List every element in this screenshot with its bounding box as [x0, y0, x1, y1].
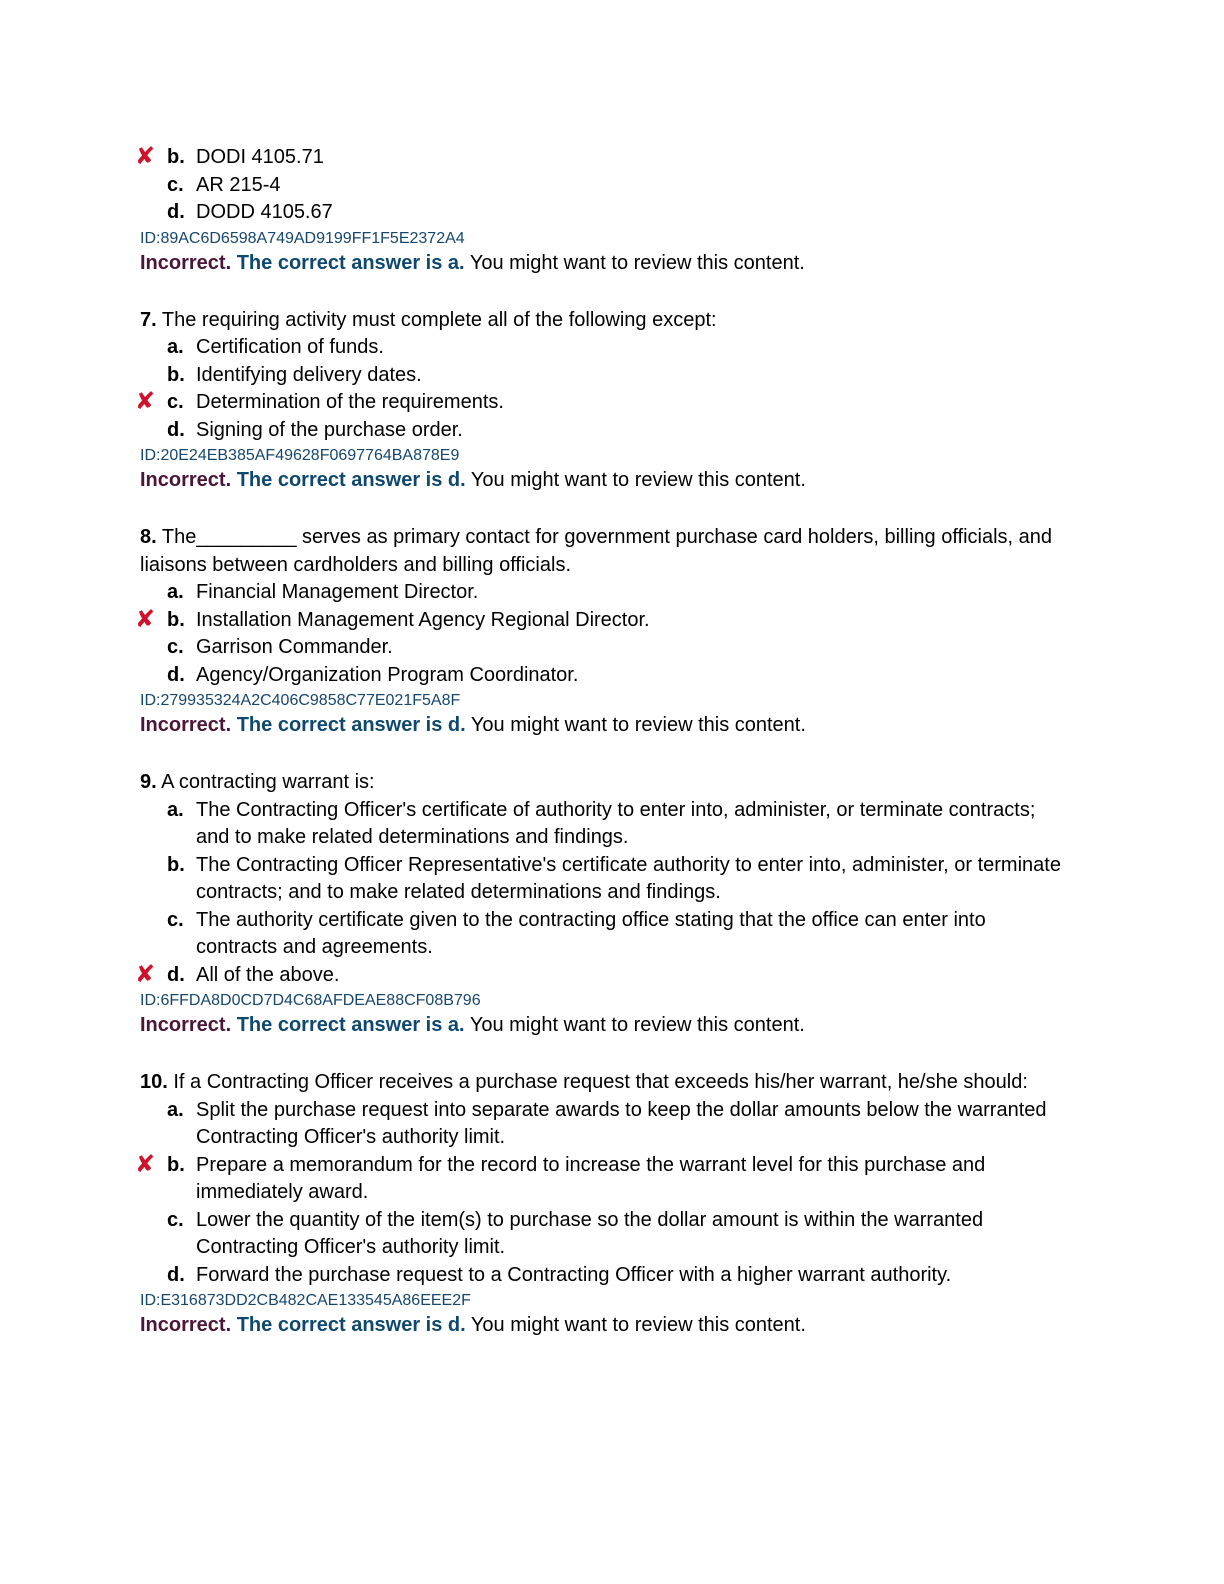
incorrect-x-icon: ✘	[135, 142, 156, 170]
feedback-line	[140, 250, 1070, 277]
option-letter: b.	[167, 853, 185, 876]
answer-option	[140, 852, 1070, 907]
question-text	[140, 524, 1070, 579]
feedback-incorrect-label: Incorrect.	[140, 714, 232, 736]
feedback-incorrect-label: Incorrect.	[140, 469, 232, 491]
incorrect-x-icon: ✘	[135, 604, 156, 633]
feedback-correct-answer: The correct answer is d.	[236, 1314, 466, 1336]
question-block	[135, 307, 1070, 495]
option-letter: d.	[167, 663, 185, 686]
question-text	[140, 1069, 1070, 1097]
option-letter: b.	[167, 1153, 185, 1176]
option-letter: d.	[167, 201, 185, 223]
option-text: Garrison Commander.	[196, 636, 393, 658]
option-text: DODD 4105.67	[196, 201, 333, 223]
option-letter: a.	[167, 581, 184, 603]
option-text: Identifying delivery dates.	[196, 363, 422, 386]
option-letter: b.	[167, 363, 185, 386]
answer-option	[140, 662, 1070, 690]
feedback-review-text: You might want to review this content.	[470, 1314, 806, 1336]
option-letter: b.	[167, 608, 185, 631]
question-body: The requiring activity must complete all of the following except:	[156, 308, 717, 331]
question-id: ID:6FFDA8D0CD7D4C68AFDEAE88CF08B796	[140, 992, 481, 1009]
option-text: AR 215-4	[196, 173, 281, 196]
question-id: ID:E316873DD2CB482CAE133545A86EEE2F	[140, 1292, 471, 1309]
option-text: Agency/Organization Program Coordinator.	[196, 663, 579, 686]
incorrect-x-icon: ✘	[135, 1149, 156, 1178]
option-letter: d.	[167, 1263, 185, 1286]
feedback-line	[140, 467, 1070, 494]
option-letter: a.	[167, 1098, 184, 1121]
option-letter: a.	[167, 336, 184, 358]
option-text: The Contracting Officer's certificate of authority to enter into, administer, or terminate contracts; and to make related determinations and findings.	[196, 798, 1036, 848]
option-letter: d.	[167, 963, 185, 986]
options-list	[135, 1097, 1070, 1290]
option-text: Determination of the requirements.	[196, 391, 504, 413]
answer-option	[140, 1207, 1070, 1262]
answer-option	[135, 604, 1070, 635]
question-block	[135, 142, 1070, 277]
option-letter: c.	[167, 1208, 184, 1231]
answer-option	[140, 334, 1070, 362]
feedback-review-text: You might want to review this content.	[470, 469, 806, 491]
question-id: ID:89AC6D6598A749AD9199FF1F5E2372A4	[140, 229, 465, 247]
feedback-correct-answer: The correct answer is d.	[236, 469, 466, 491]
answer-option	[140, 417, 1070, 445]
question-number: 8.	[140, 526, 157, 548]
option-text: Signing of the purchase order.	[196, 418, 463, 441]
feedback-review-text: You might want to review this content.	[470, 714, 806, 736]
option-text: All of the above.	[196, 963, 340, 986]
option-letter: a.	[167, 798, 184, 821]
option-text: Installation Management Agency Regional Director.	[196, 608, 650, 631]
options-list	[135, 334, 1070, 444]
answer-option	[135, 1149, 1070, 1207]
feedback-line	[140, 1312, 1070, 1339]
answer-option	[135, 387, 1070, 417]
option-text: Certification of funds.	[196, 336, 384, 358]
question-text	[140, 769, 1070, 797]
answer-option	[135, 959, 1070, 990]
option-letter: c.	[167, 173, 184, 196]
question-body: The_________ serves as primary contact for government purchase card holders, billing officials, and liaisons between cardholders and billing officials.	[140, 526, 1052, 576]
question-id: ID:20E24EB385AF49628F0697764BA878E9	[140, 447, 460, 464]
question-block	[135, 1069, 1070, 1339]
option-letter: d.	[167, 418, 185, 441]
answer-option	[140, 797, 1070, 852]
answer-option	[140, 1262, 1070, 1290]
question-block	[135, 769, 1070, 1039]
question-number: 9.	[140, 771, 157, 793]
option-letter: c.	[167, 636, 184, 658]
feedback-correct-answer: The correct answer is d.	[236, 714, 466, 736]
options-list	[135, 797, 1070, 990]
option-text: Forward the purchase request to a Contracting Officer with a higher warrant authority.	[196, 1263, 952, 1286]
option-text: DODI 4105.71	[196, 146, 324, 168]
question-id: ID:279935324A2C406C9858C77E021F5A8F	[140, 692, 461, 709]
feedback-incorrect-label: Incorrect.	[140, 251, 232, 274]
question-text	[140, 307, 1070, 335]
incorrect-x-icon: ✘	[135, 387, 156, 415]
answer-option	[140, 1097, 1070, 1152]
option-letter: c.	[167, 391, 184, 413]
option-text: Split the purchase request into separate awards to keep the dollar amounts below the warranted Contracting Officer's authority limit.	[196, 1098, 1047, 1148]
question-number: 10.	[140, 1071, 168, 1093]
option-text: Financial Management Director.	[196, 581, 479, 603]
options-list	[135, 142, 1070, 227]
option-text: The Contracting Officer Representative's certificate authority to enter into, administer, or terminate contracts; and to make related determinations and findings.	[196, 853, 1061, 903]
option-letter: b.	[167, 146, 185, 168]
feedback-incorrect-label: Incorrect.	[140, 1314, 232, 1336]
answer-option	[140, 199, 1070, 227]
option-text: The authority certificate given to the contracting office stating that the office can enter into contracts and agreements.	[196, 908, 986, 958]
question-block	[135, 524, 1070, 739]
answer-option	[135, 142, 1070, 172]
incorrect-x-icon: ✘	[135, 959, 156, 988]
option-letter: c.	[167, 908, 184, 931]
answer-option	[140, 579, 1070, 607]
feedback-review-text: You might want to review this content.	[469, 1014, 805, 1036]
answer-option	[140, 907, 1070, 962]
answer-option	[140, 172, 1070, 200]
blocks	[135, 142, 1070, 1339]
feedback-incorrect-label: Incorrect.	[140, 1014, 232, 1036]
option-text: Prepare a memorandum for the record to increase the warrant level for this purchase and immediately award.	[196, 1153, 986, 1203]
feedback-line	[140, 1012, 1070, 1039]
feedback-correct-answer: The correct answer is a.	[236, 251, 465, 274]
answer-option	[140, 362, 1070, 390]
option-text: Lower the quantity of the item(s) to purchase so the dollar amount is within the warranted Contracting Officer's authority limit.	[196, 1208, 984, 1258]
question-body: If a Contracting Officer receives a purchase request that exceeds his/her warrant, he/she should:	[167, 1071, 1028, 1093]
answer-option	[140, 634, 1070, 662]
feedback-correct-answer: The correct answer is a.	[236, 1014, 465, 1036]
question-number: 7.	[140, 308, 157, 331]
feedback-review-text: You might want to review this content.	[469, 251, 805, 274]
question-body: A contracting warrant is:	[156, 771, 375, 793]
feedback-line	[140, 712, 1070, 739]
options-list	[135, 579, 1070, 689]
